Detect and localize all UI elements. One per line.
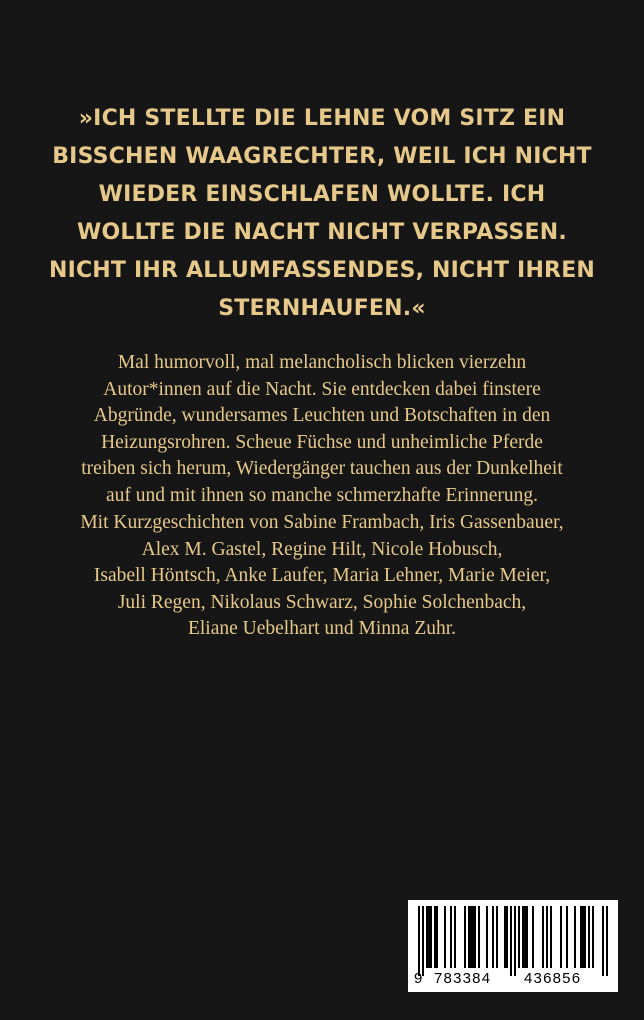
barcode-left-digits: 783384 [434,970,492,987]
quote-line: WIEDER EINSCHLAFEN WOLLTE. ICH [98,182,546,207]
barcode-bar [574,906,576,968]
barcode-bar [464,906,466,968]
barcode-bar [588,906,590,968]
barcode-bar [542,906,544,968]
blurb-line: treiben sich herum, Wiedergänger tauchen aus der Dunkelheit [81,458,563,479]
authors-line: Mit Kurzgeschichten von Sabine Frambach, Iris Gassenbauer, [80,512,564,533]
barcode-bar [510,906,512,976]
barcode-bar [418,906,420,976]
quote-line: BISSCHEN WAAGRECHTER, WEIL ICH NICHT [52,144,592,169]
barcode-bar [550,906,552,968]
isbn-barcode [408,900,618,992]
barcode-bar [474,906,476,968]
blurb-paragraph [40,350,604,509]
authors-paragraph [40,510,604,643]
barcode-bar [472,906,474,968]
barcode-bar [524,906,526,968]
barcode-bar [426,906,428,968]
quote-line: »ICH STELLTE DIE LEHNE VOM SITZ EIN [78,106,566,131]
barcode-bar [518,906,520,968]
blurb-line: auf und mit ihnen so manche schmerzhafte Erinnerung. [105,484,539,506]
barcode-bar [566,906,568,968]
barcode-bar [486,906,488,968]
barcode-bar [450,906,452,968]
barcode-bar [430,906,432,968]
barcode-bar [532,906,534,968]
barcode-bar [454,906,456,968]
authors-line: Juli Regen, Nikolaus Schwarz, Sophie Solchenbach, [117,591,527,613]
barcode-bar [504,906,506,968]
barcode-bar [582,906,584,968]
barcode-bar [422,906,424,976]
barcode-bar [514,906,516,976]
barcode-bar [506,906,508,968]
quote-line: WOLLTE DIE NACHT NICHT VERPASSEN. [77,220,567,245]
barcode-bar [602,906,604,976]
authors-line: Isabell Höntsch, Anke Laufer, Maria Lehner, Marie Meier, [93,565,551,586]
barcode-bar [584,906,586,968]
barcode-bar [436,906,438,968]
barcode-bar [560,906,562,968]
barcode-bar [496,906,498,968]
authors-line: Eliane Uebelhart und Minna Zuhr. [187,618,457,639]
barcode-bar [546,906,548,968]
blurb-line: Mal humorvoll, mal melancholisch blicken vierzehn [117,352,527,373]
authors-line: Alex M. Gastel, Regine Hilt, Nicole Hobusch, [141,538,503,560]
barcode-bar [428,906,430,968]
barcode-bar [478,906,480,968]
blurb-line: Heizungsrohren. Scheue Füchse und unheimliche Pferde [101,431,543,453]
barcode-bar [606,906,608,976]
barcode-bar [526,906,528,968]
quote-line: NICHT IHR ALLUMFASSENDES, NICHT IHREN [48,258,596,283]
quote-block [40,100,604,328]
barcode-right-digits: 436856 [524,970,582,987]
barcode-bar [444,906,446,968]
barcode-bar [492,906,494,968]
barcode-first-digit: 9 [414,970,423,987]
barcode-bar [470,906,472,968]
barcode-bar [468,906,470,968]
barcode-bar [580,906,582,968]
quote-line: STERNHAUFEN.« [218,296,426,321]
barcode-bar [522,906,524,968]
barcode-bar [592,906,594,968]
blurb-line: Abgründe, wundersames Leuchten und Botschaften in den [93,405,551,426]
barcode-number [408,970,618,988]
barcode-bar [434,906,436,968]
blurb-line: Autor*innen auf die Nacht. Sie entdecken dabei finstere [103,378,541,400]
